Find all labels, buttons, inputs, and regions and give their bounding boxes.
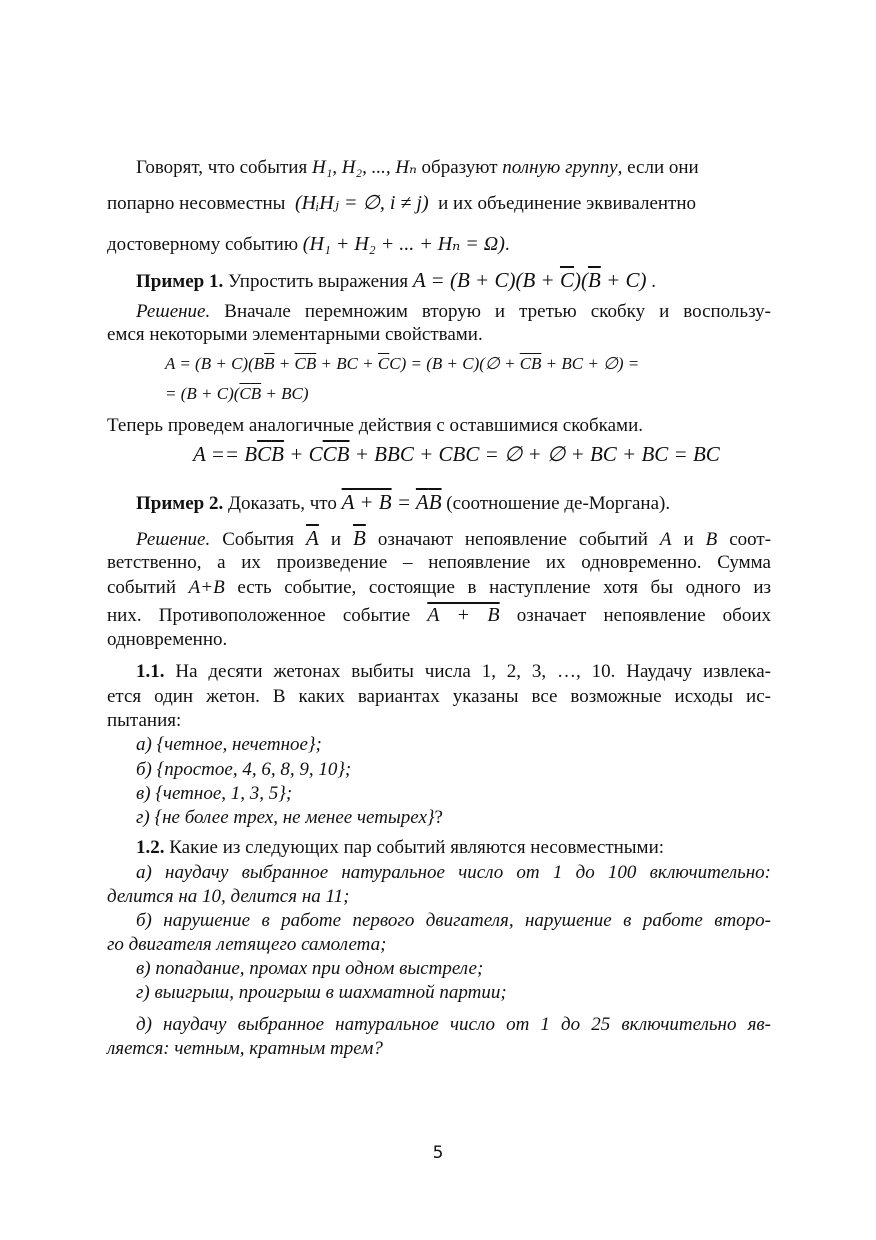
- problem-1-1-option-a: [136, 733, 771, 757]
- option-text: г) {не более трех, не менее четырех}: [136, 807, 435, 828]
- example-2-solution-line-1: [136, 526, 771, 552]
- option-text: а) {четное, нечетное};: [136, 734, 322, 755]
- intro-line-1: [136, 156, 771, 180]
- problem-1-2-option-b-line-2: [107, 933, 771, 957]
- text: и их объединение эквивалентно: [438, 193, 697, 214]
- option-text: ляется: четным, кратным трем?: [107, 1038, 383, 1059]
- text: Говорят, что события: [136, 157, 308, 178]
- example-1-title: Пример 1.: [136, 271, 224, 292]
- intro-line-2: [107, 191, 771, 216]
- text: достоверному событию: [107, 234, 299, 255]
- problem-1-2-option-b-line-1: [136, 909, 771, 933]
- solution-label: Решение.: [136, 529, 211, 550]
- text: событий: [107, 577, 177, 598]
- option-text: б) {простое, 4, 6, 8, 9, 10};: [136, 759, 352, 780]
- formula-not-a-plus-b: A + B: [427, 604, 500, 626]
- text: емся некоторыми элементарными свойствами.: [107, 324, 483, 345]
- problem-1-2-option-e-line-2: [107, 1037, 771, 1061]
- text: Теперь проведем аналогичные действия с оставшимися скобками.: [107, 415, 643, 436]
- text: Доказать, что: [228, 493, 337, 514]
- text: , если они: [617, 157, 699, 178]
- text: попарно несовместны: [107, 193, 286, 214]
- option-text: д) наудачу выбранное натуральное число от 1 до 25 включительно яв-: [136, 1014, 771, 1035]
- problem-number: 1.1.: [136, 661, 165, 682]
- problem-1-2-option-d: [136, 981, 771, 1005]
- event-a: A: [659, 529, 672, 550]
- example-1-heading: Пример 1. Упростить выражения $A = (B + C)(B + \overline{C})(\overline{B} + C)$ .: [136, 268, 656, 292]
- problem-1-2-line-1: [136, 836, 771, 860]
- text: образуют: [421, 157, 498, 178]
- text: .: [504, 234, 510, 255]
- text: Какие из следующих пар событий являются несовместными:: [169, 837, 665, 858]
- problem-1-2-option-a-line-1: [136, 861, 771, 885]
- example-1-solution-line-1: [136, 300, 771, 324]
- example-2-solution-line-2: [107, 551, 771, 575]
- problem-1-1-line-2: [107, 685, 771, 709]
- formula-pairwise: (HᵢHⱼ = ∅, i ≠ j): [294, 192, 429, 214]
- formula-ex1-step-1: $A = (B + C)(B\overline{B} + \overline{C}\overline{B}$ + BC + $\overline{C}C) = (B$ + C)(∅ + $\overline{C}\overline{B}$ + BC + ∅) =: [165, 354, 640, 373]
- formula-ex1-result: $A == B\overline{C}\overline{B} + C\overline{C}\overline{B}$ + BBC + CBC = ∅ + ∅ + BC + BC = BC: [193, 442, 720, 466]
- problem-1-1-option-d: [136, 806, 771, 830]
- text: есть событие, состоящие в наступление хотя бы одного из: [237, 577, 772, 598]
- text: Вначале перемножим вторую и третью скобку и воспользу-: [224, 301, 771, 322]
- option-text: в) попадание, промах при одном выстреле;: [136, 958, 484, 979]
- problem-1-1-option-b: [136, 758, 771, 782]
- text: них. Противоположенное событие: [107, 605, 411, 626]
- option-text: б) нарушение в работе первого двигателя, нарушение в работе второ-: [136, 910, 771, 931]
- option-text: го двигателя летящего самолета;: [107, 934, 387, 955]
- text: и: [330, 529, 342, 550]
- event-b: B: [705, 529, 718, 550]
- text: (соотношение де-Моргана).: [446, 493, 671, 514]
- example-2-solution-line-5: [107, 628, 771, 652]
- formula-union: (H₁ + H₂ + ... + Hₙ = Ω): [302, 233, 505, 255]
- example-2-solution-line-3: [107, 576, 771, 600]
- example-2-title: Пример 2.: [136, 493, 224, 514]
- formula-not-a: $\overline{A}$: [306, 526, 319, 550]
- option-text: делится на 10, делится на 11;: [107, 886, 350, 907]
- option-text: г) выигрыш, проигрыш в шахматной партии;: [136, 982, 507, 1003]
- problem-1-2-option-e-line-1: [136, 1013, 771, 1037]
- text: Упростить выражения: [228, 271, 409, 292]
- term-full-group: полную группу: [502, 157, 618, 178]
- problem-1-1-line-3: [107, 709, 771, 733]
- option-text: в) {четное, 1, 3, 5};: [136, 783, 293, 804]
- text: На десяти жетонах выбиты числа 1, 2, 3, …, 10. Наудачу извлека-: [175, 661, 771, 682]
- formula-ex1-step-2: = $(B + C)(\overline{C}\overline{B} + BC)$: [165, 384, 309, 403]
- problem-1-2-option-c: [136, 957, 771, 981]
- text: означает непоявление обоих: [516, 605, 772, 626]
- problem-1-1-line-1: [136, 660, 771, 684]
- text: одновременно.: [107, 629, 228, 650]
- text: и: [683, 529, 694, 550]
- example-1-then-line: [107, 414, 771, 438]
- formula-ex1-expression: $A = (B + C)(B + \overline{C})(\overline{B} + C)$: [412, 268, 647, 292]
- formula-not-b: $\overline{B}$: [353, 526, 366, 550]
- option-text: а) наудачу выбранное натуральное число от 1 до 100 включительно:: [136, 862, 771, 883]
- problem-1-1-option-c: [136, 782, 771, 806]
- text: События: [222, 529, 295, 550]
- example-2-heading: [136, 490, 771, 516]
- text: соот-: [729, 529, 772, 550]
- formula-de-morgan: $A + B = \overline{A}\overline{B}$: [341, 490, 442, 514]
- formula-a-plus-b: A+B: [188, 577, 225, 598]
- example-1-solution-line-2: [107, 323, 771, 347]
- formula-h-list: H₁, H₂, ..., Hₙ: [311, 157, 417, 178]
- intro-line-3: [107, 232, 771, 257]
- example-2-solution-line-4: [107, 603, 771, 628]
- solution-label: Решение.: [136, 301, 211, 322]
- problem-1-2-option-a-line-2: [107, 885, 771, 909]
- problem-number: 1.2.: [136, 837, 165, 858]
- text: означают непоявление событий: [377, 529, 648, 550]
- page-number: 5: [432, 1143, 444, 1163]
- text: пытания:: [107, 710, 182, 731]
- text: ветственно, а их произведение – непоявление их одновременно. Сумма: [107, 552, 771, 573]
- text: ется один жетон. В каких вариантах указаны все возможные исходы ис-: [107, 686, 771, 707]
- text: ?: [434, 807, 443, 828]
